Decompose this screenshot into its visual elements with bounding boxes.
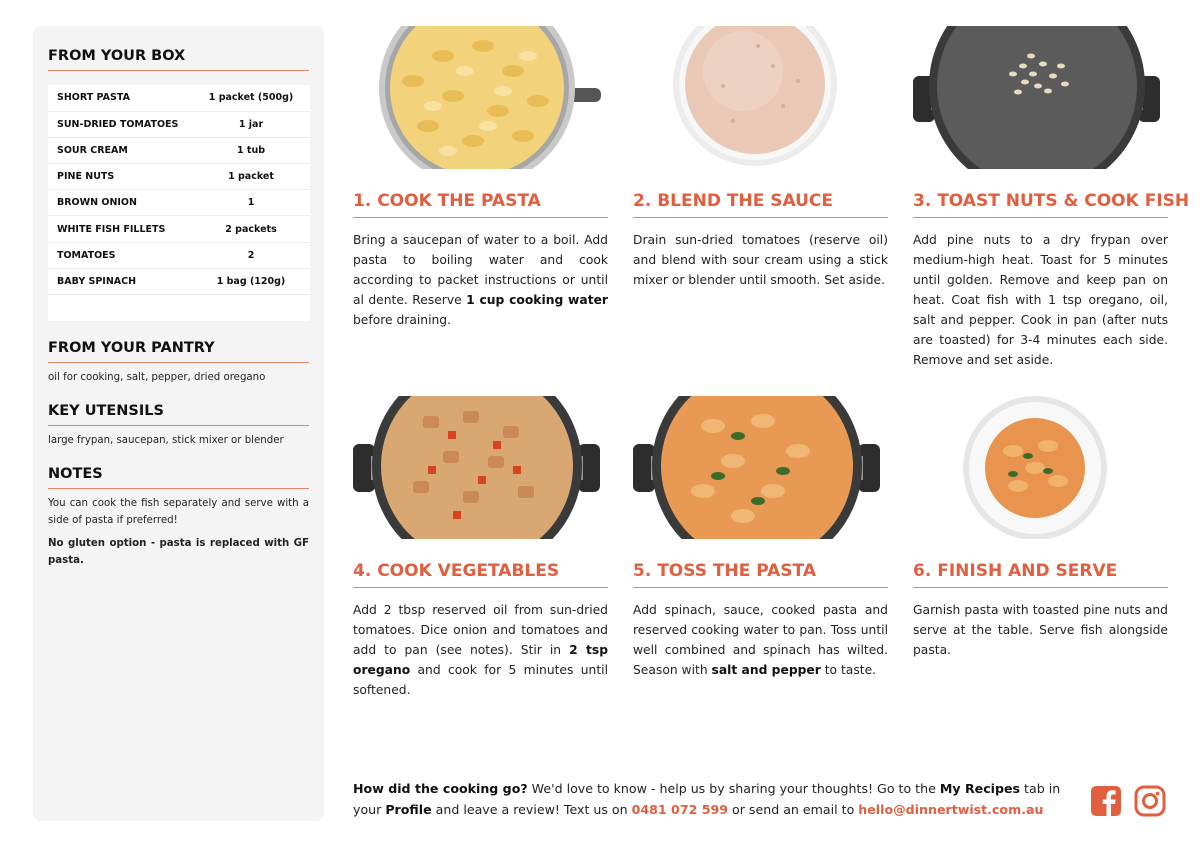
feedback-text-3: and leave a review! Text us on xyxy=(431,802,632,817)
step-text: Bring a saucepan of water to a boil. Add pasta to boiling water and cook according to packet instructions or until al dente. Reserve xyxy=(353,233,608,307)
step-2 xyxy=(633,26,888,290)
notes-title: NOTES xyxy=(48,466,309,489)
step-text: Add 2 tbsp reserved oil from sun-dried tomatoes. Dice onion and tomatoes and add to pan (see notes). Stir in xyxy=(353,603,608,657)
ingredient-name: SHORT PASTA xyxy=(48,85,198,111)
facebook-icon[interactable] xyxy=(1090,785,1122,822)
step-4 xyxy=(353,396,608,700)
step-6-title: 6. FINISH AND SERVE xyxy=(913,561,1168,588)
ingredient-qty: 1 xyxy=(198,190,310,216)
ingredient-qty: 2 packets xyxy=(198,216,310,242)
step-text-bold: salt and pepper xyxy=(711,663,821,677)
ingredient-row xyxy=(48,164,310,190)
step-text-bold: 2 tsp oregano xyxy=(353,643,609,677)
step-text: Add spinach, sauce, cooked pasta and reserved cooking water to pan. Toss until well combined and spinach has wilted. Season with xyxy=(633,603,888,677)
step-text-bold: 1 cup cooking water xyxy=(466,293,608,307)
step-2-title: 2. BLEND THE SAUCE xyxy=(633,191,888,218)
step-2-photo xyxy=(633,26,888,169)
step-text: before draining. xyxy=(353,313,452,327)
instagram-icon[interactable] xyxy=(1134,785,1166,822)
step-2-text xyxy=(633,230,888,290)
profile-link[interactable]: Profile xyxy=(385,802,432,817)
ingredient-name: TOMATOES xyxy=(48,242,198,268)
ingredient-row xyxy=(48,216,310,242)
step-5-title: 5. TOSS THE PASTA xyxy=(633,561,888,588)
step-4-title: 4. COOK VEGETABLES xyxy=(353,561,608,588)
ingredient-row xyxy=(48,85,310,111)
ingredient-name: BABY SPINACH xyxy=(48,268,198,294)
ingredient-name: PINE NUTS xyxy=(48,164,198,190)
step-3-photo xyxy=(913,26,1168,169)
step-3-title: 3. TOAST NUTS & COOK FISH xyxy=(913,191,1168,218)
feedback-footer xyxy=(353,778,1073,820)
feedback-text-1: We'd love to know - help us by sharing your thoughts! Go to the xyxy=(527,781,940,796)
from-your-box-title: FROM YOUR BOX xyxy=(48,48,309,71)
step-4-photo xyxy=(353,396,608,539)
step-5 xyxy=(633,396,888,680)
step-text: and cook for 5 minutes until softened. xyxy=(353,663,608,697)
ingredients-table xyxy=(48,85,310,321)
step-1-title: 1. COOK THE PASTA xyxy=(353,191,608,218)
ingredient-name: SOUR CREAM xyxy=(48,137,198,163)
step-1-text xyxy=(353,230,608,330)
ingredient-name: WHITE FISH FILLETS xyxy=(48,216,198,242)
ingredient-qty: 1 tub xyxy=(198,137,310,163)
ingredient-qty: 1 packet xyxy=(198,164,310,190)
ingredient-name: BROWN ONION xyxy=(48,190,198,216)
ingredient-row xyxy=(48,242,310,268)
ingredients-sidebar xyxy=(33,26,324,821)
pantry-text: oil for cooking, salt, pepper, dried oregano xyxy=(48,371,266,383)
ingredient-row xyxy=(48,190,310,216)
ingredient-qty: 1 packet (500g) xyxy=(198,85,310,111)
my-recipes-link[interactable]: My Recipes xyxy=(939,781,1021,796)
step-1 xyxy=(353,26,608,330)
feedback-question: How did the cooking go? xyxy=(353,781,528,796)
ingredient-row xyxy=(48,137,310,163)
feedback-text-2: tab in your xyxy=(353,781,1061,817)
step-3-text xyxy=(913,230,1168,370)
utensils-text: large frypan, saucepan, stick mixer or blender xyxy=(48,434,284,446)
key-utensils-title: KEY UTENSILS xyxy=(48,403,309,426)
ingredient-qty: 1 jar xyxy=(198,111,310,137)
feedback-text-4: or send an email to xyxy=(728,802,859,817)
step-text: to taste. xyxy=(820,663,877,677)
step-3 xyxy=(913,26,1190,370)
ingredient-row xyxy=(48,268,310,294)
step-text: Drain sun-dried tomatoes (reserve oil) and blend with sour cream using a stick mixer or blender until smooth. Set aside. xyxy=(633,233,888,287)
step-5-photo xyxy=(633,396,888,539)
step-4-text xyxy=(353,600,608,700)
from-your-pantry-title: FROM YOUR PANTRY xyxy=(48,340,309,363)
step-6-text xyxy=(913,600,1168,660)
step-6 xyxy=(913,396,1168,660)
email-link[interactable]: hello@dinnertwist.com.au xyxy=(858,802,1044,817)
notes-text: You can cook the fish separately and serve with a side of pasta if preferred! xyxy=(48,497,309,526)
ingredient-qty: 2 xyxy=(198,242,310,268)
ingredient-name: SUN-DRIED TOMATOES xyxy=(48,111,198,137)
phone-number-link[interactable]: 0481 072 599 xyxy=(631,802,729,817)
step-6-photo xyxy=(913,396,1168,539)
step-text: Add pine nuts to a dry frypan over medium-high heat. Toast for 5 minutes until golden. Remove and keep pan on heat. Coat fish with 1 tsp oregano, oil, salt and pepper. Cook in pan (after nuts are toasted) for 3-4 minutes each side. Remove and set aside. xyxy=(913,233,1168,367)
step-1-photo xyxy=(353,26,608,169)
step-5-text xyxy=(633,600,888,680)
step-text: Garnish pasta with toasted pine nuts and serve at the table. Serve fish alongside pasta. xyxy=(913,603,1168,657)
table-spacer xyxy=(48,295,310,321)
ingredient-qty: 1 bag (120g) xyxy=(198,268,310,294)
notes-gluten-text: No gluten option - pasta is replaced with GF pasta. xyxy=(48,537,309,566)
ingredient-row xyxy=(48,111,310,137)
